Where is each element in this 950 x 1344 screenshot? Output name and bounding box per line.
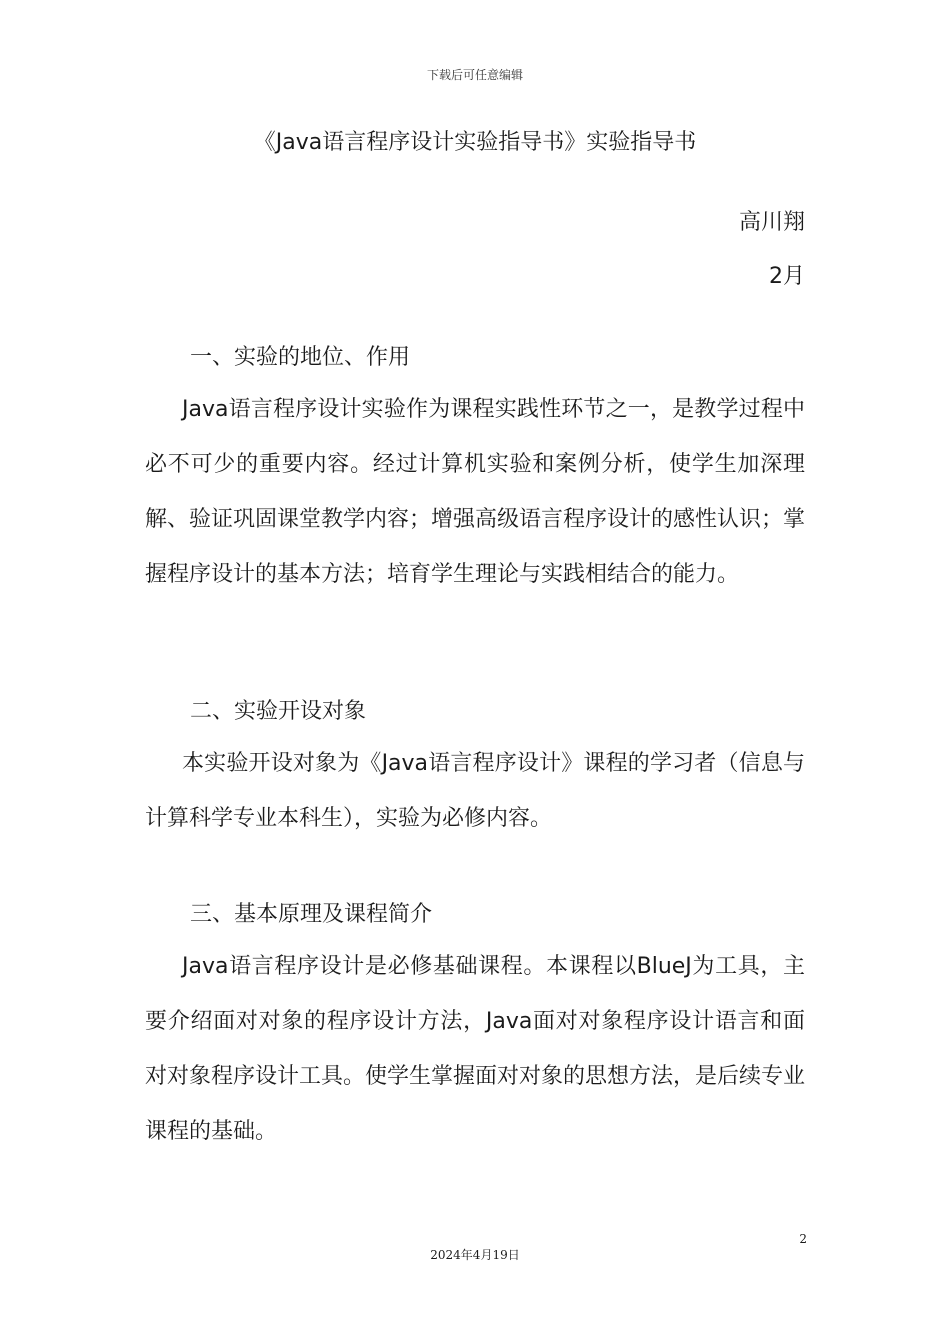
document-date: 2月 [769, 264, 805, 289]
section-paragraph-audience: 本实验开设对象为《Java语言程序设计》课程的学习者（信息与计算科学专业本科生），实验为必修内容。 [145, 751, 805, 831]
document-author: 高川翔 [738, 210, 805, 235]
section-heading-audience: 二、实验开设对象 [190, 699, 367, 724]
section-heading-role: 一、实验的地位、作用 [190, 345, 411, 370]
header-note: 下载后可任意编辑 [426, 68, 523, 82]
section-paragraph-principles: Java语言程序设计是必修基础课程。本课程以BlueJ为工具，主要介绍面对对象的程序设计方法，Java面对对象程序设计语言和面对对象程序设计工具。使学生掌握面对对象的思想方法，是后续专业课程的基础。 [145, 954, 806, 1144]
section-heading-principles: 三、基本原理及课程简介 [190, 902, 433, 927]
section-paragraph-role: Java语言程序设计实验作为课程实践性环节之一，是教学过程中必不可少的重要内容。经过计算机实验和案例分析，使学生加深理解、验证巩固课堂教学内容；增强高级语言程序设计的感性认识；掌握程序设计的基本方法；培育学生理论与实践相结合的能力。 [145, 397, 806, 587]
document-title: 《Java语言程序设计实验指导书》实验指导书 [253, 130, 697, 155]
footer-date: 2024年4月19日 [430, 1248, 520, 1262]
page-number: 2 [799, 1232, 807, 1246]
